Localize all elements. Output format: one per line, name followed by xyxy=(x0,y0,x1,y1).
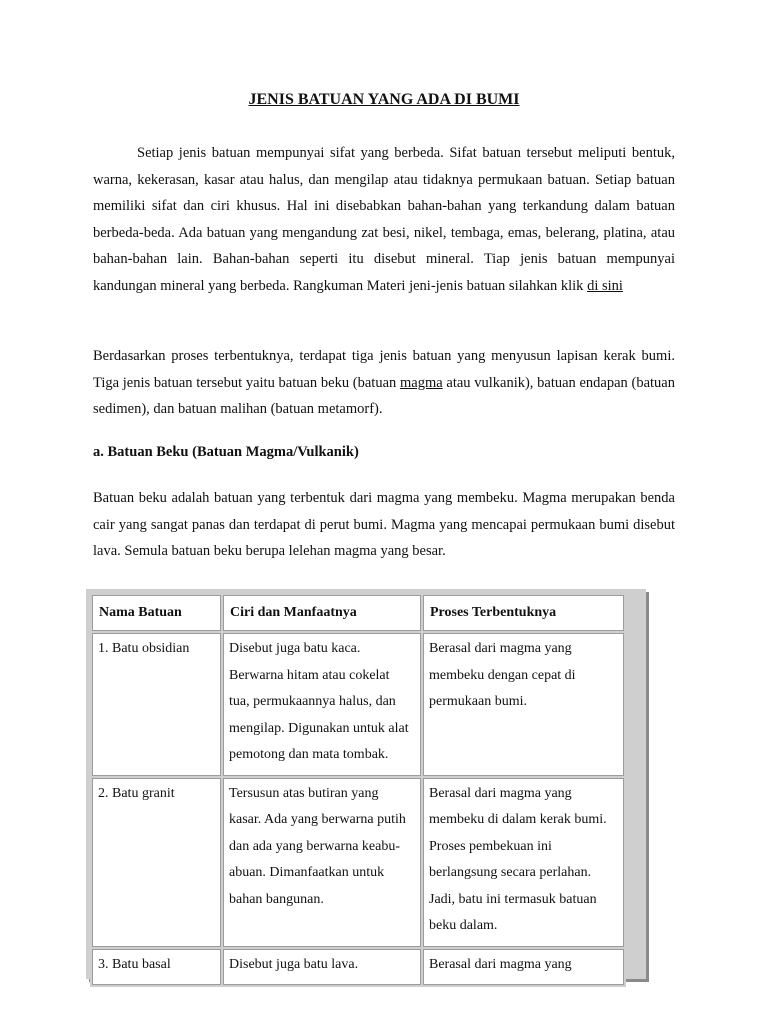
rock-name-cell: 1. Batu obsidian xyxy=(92,633,221,776)
cell-line: beku dalam. xyxy=(429,918,498,933)
magma-link[interactable]: magma xyxy=(399,374,443,391)
cell-line: mengilap. Digunakan untuk alat xyxy=(229,720,409,736)
rock-proses-cell xyxy=(423,778,624,947)
header-proses: Proses Terbentuknya xyxy=(423,595,624,631)
cell-line: abuan. Dimanfaatkan untuk xyxy=(229,865,385,880)
formation-text-after: atau vulkanik), batuan endapan (batuan sedimen), dan batuan malihan (batuan metamorf). xyxy=(93,374,675,418)
cell-line: bahan bangunan. xyxy=(229,891,324,907)
table-row xyxy=(92,949,624,986)
cell-line: dan ada yang berwarna keabu- xyxy=(229,838,401,854)
cell-line: pemotong dan mata tombak. xyxy=(229,747,389,762)
intro-paragraph xyxy=(93,140,675,300)
cell-line: Berwarna hitam atau cokelat xyxy=(229,667,390,683)
cell-line: membeku di dalam kerak bumi. xyxy=(429,812,607,827)
rock-ciri-cell xyxy=(223,633,421,776)
cell-line: berlangsung secara perlahan. xyxy=(429,865,592,880)
cell-line: Berasal dari magma yang xyxy=(429,785,572,801)
intro-text: Setiap jenis batuan mempunyai sifat yang berbeda. Sifat batuan tersebut meliputi bentuk, warna, kekerasan, kasar atau halus, dan mengilap atau tidaknya permukaan batuan. Setiap batuan memiliki sifat dan ciri khusus. Hal ini disebabkan bahan-bahan yang terkandung dalam batuan berbeda-beda. Ada batuan yang mengandung zat besi, nikel, tembaga, emas, belerang, platina, atau bahan-bahan lain. Bahan-bahan seperti itu disebut mineral. Tiap jenis batuan mempunyai kandungan mineral yang berbeda. Rangkuman Materi jeni-jenis batuan silahkan klik xyxy=(93,145,675,294)
section-heading-batuan-beku: a. Batuan Beku (Batuan Magma/Vulkanik) xyxy=(93,444,359,460)
table-header-row xyxy=(92,595,624,631)
cell-line: kasar. Ada yang berwarna putih xyxy=(229,812,406,827)
di-sini-link[interactable]: di sini xyxy=(587,277,623,294)
formation-paragraph xyxy=(93,343,675,423)
cell-line: Proses pembekuan ini xyxy=(429,838,552,854)
table-row xyxy=(92,778,624,947)
cell-line: tua, permukaannya halus, dan xyxy=(229,694,396,709)
rock-proses-cell xyxy=(423,633,624,776)
rock-table-frame xyxy=(86,589,646,979)
cell-line: Jadi, batu ini termasuk batuan xyxy=(429,891,597,907)
rock-name-cell: 3. Batu basal xyxy=(92,949,221,986)
page-title: JENIS BATUAN YANG ADA DI BUMI xyxy=(248,91,520,108)
header-nama-batuan: Nama Batuan xyxy=(92,595,221,631)
cell-line: Tersusun atas butiran yang xyxy=(229,785,379,801)
cell-line: Disebut juga batu lava. xyxy=(229,956,359,972)
cell-line: Berasal dari magma yang xyxy=(429,956,572,972)
cell-line: Disebut juga batu kaca. xyxy=(229,641,361,656)
formation-text-before: Berdasarkan proses terbentuknya, terdapat tiga jenis batuan yang menyusun lapisan kerak bumi. Tiga jenis batuan tersebut yaitu batuan beku (batuan xyxy=(93,348,675,391)
rock-name-cell: 2. Batu granit xyxy=(92,778,221,947)
table-row xyxy=(92,633,624,776)
cell-line: Berasal dari magma yang xyxy=(429,641,572,656)
cell-line: permukaan bumi. xyxy=(429,694,527,709)
rock-proses-cell xyxy=(423,949,624,986)
rock-ciri-cell xyxy=(223,778,421,947)
batuan-beku-paragraph: Batuan beku adalah batuan yang terbentuk dari magma yang membeku. Magma merupakan benda cair yang sangat panas dan terdapat di perut bumi. Magma yang mencapai permukaan bumi disebut lava. Semula batuan beku berupa lelehan magma yang besar. xyxy=(93,490,675,560)
cell-line: membeku dengan cepat di xyxy=(429,667,576,683)
rock-table xyxy=(90,593,626,987)
header-ciri-manfaat: Ciri dan Manfaatnya xyxy=(223,595,421,631)
rock-ciri-cell xyxy=(223,949,421,986)
